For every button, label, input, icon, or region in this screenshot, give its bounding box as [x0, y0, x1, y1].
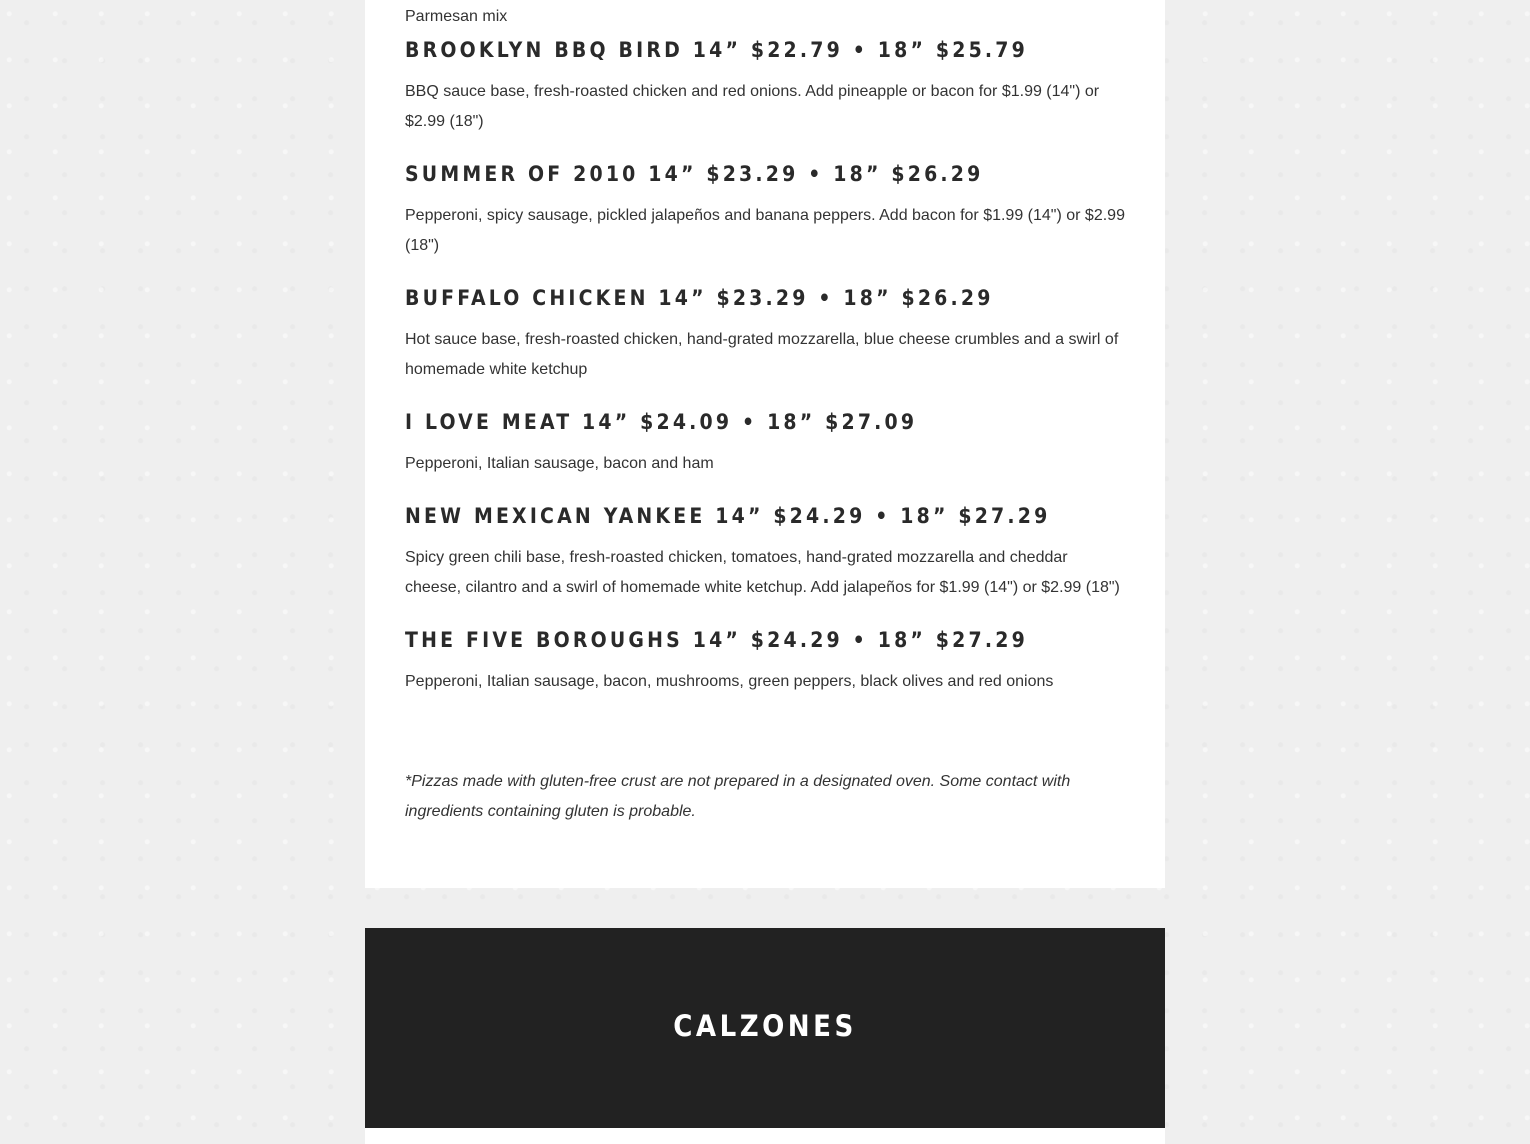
menu-item-title: I LOVE MEAT 14” $24.09 • 18” $27.09 — [405, 410, 918, 434]
gluten-free-note: *Pizzas made with gluten-free crust are not prepared in a designated oven. Some contact with ingredients containing gluten is probable. — [405, 773, 1071, 820]
menu-item-description: BBQ sauce base, fresh-roasted chicken and red onions. Add pineapple or bacon for $1.99 (14") or $2.99 (18") — [405, 83, 1100, 130]
menu-item-title: NEW MEXICAN YANKEE 14” $24.29 • 18” $27.29 — [405, 504, 1051, 528]
menu-item-description: Pepperoni, spicy sausage, pickled jalapeños and banana peppers. Add bacon for $1.99 (14") or $2.99 (18") — [405, 207, 1125, 254]
menu-item-title: BUFFALO CHICKEN 14” $23.29 • 18” $26.29 — [405, 286, 994, 310]
menu-item-title: SUMMER OF 2010 14” $23.29 • 18” $26.29 — [405, 162, 984, 186]
menu-item-description: Hot sauce base, fresh-roasted chicken, hand-grated mozzarella, blue cheese crumbles and a swirl of homemade white ketchup — [405, 331, 1119, 378]
previous-item-description: Parmesan mix — [405, 8, 508, 25]
menu-item-description: Spicy green chili base, fresh-roasted chicken, tomatoes, hand-grated mozzarella and cheddar cheese, cilantro and a swirl of homemade white ketchup. Add jalapeños for $1.99 (14") or $2.99 (18") — [405, 549, 1120, 596]
menu-item-description: Pepperoni, Italian sausage, bacon, mushrooms, green peppers, black olives and red onions — [405, 673, 1054, 690]
pizza-menu-card — [365, 0, 1165, 888]
menu-item-title: BROOKLYN BBQ BIRD 14” $22.79 • 18” $25.79 — [405, 38, 1028, 62]
menu-item-description: Pepperoni, Italian sausage, bacon and ham — [405, 455, 714, 472]
section-title: CALZONES — [673, 1009, 857, 1043]
calzones-menu-card — [365, 1128, 1165, 1144]
calzones-section-header — [365, 928, 1165, 1128]
menu-item-title: THE FIVE BOROUGHS 14” $24.29 • 18” $27.29 — [405, 628, 1028, 652]
